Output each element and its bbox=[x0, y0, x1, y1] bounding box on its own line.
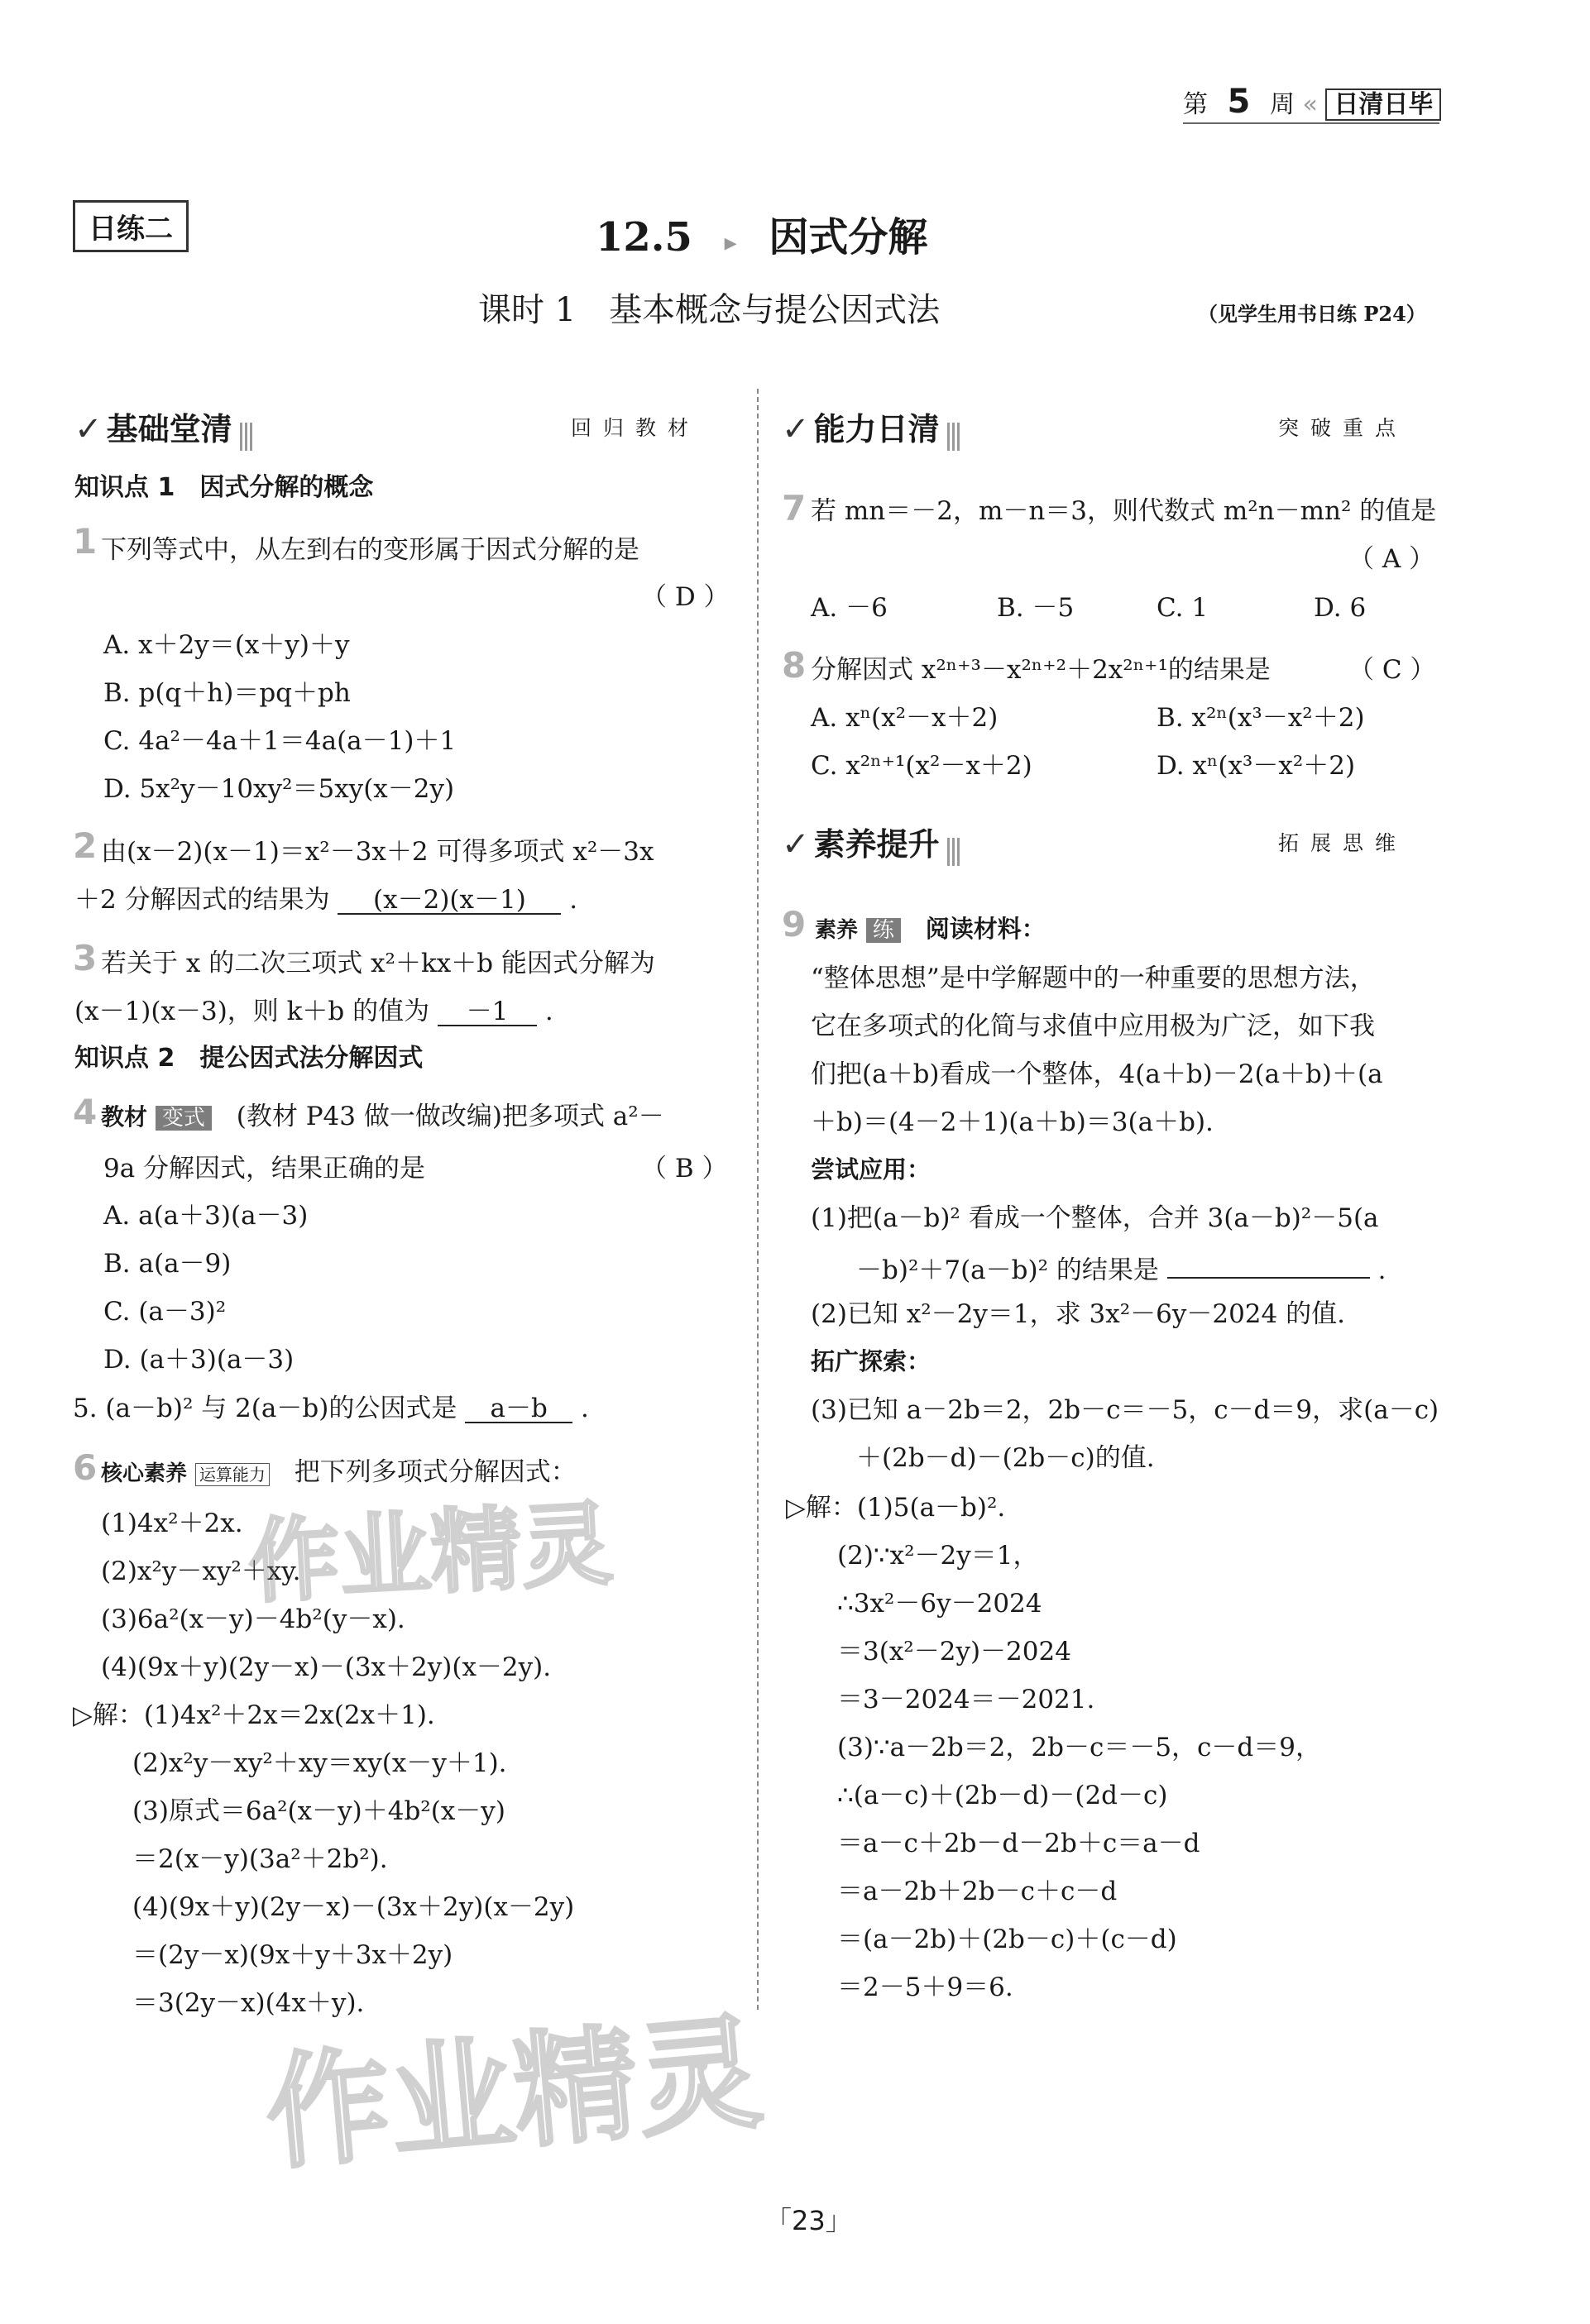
question-number-8: 8 bbox=[782, 645, 807, 686]
q7-option-c: C. 1 bbox=[1157, 593, 1209, 623]
section-name: 因式分解 bbox=[769, 214, 928, 261]
q7-option-b: B. －5 bbox=[997, 593, 1075, 623]
q8-stem: 分解因式 x²ⁿ⁺³－x²ⁿ⁺²＋2x²ⁿ⁺¹的结果是 bbox=[811, 655, 1271, 685]
section-header-basic bbox=[74, 404, 255, 451]
q3-answer-blank: －1 bbox=[438, 999, 537, 1026]
q1-option-d: D. 5x²y－10xy²＝5xy(x－2y) bbox=[103, 774, 455, 804]
q9-solution-6: (3)∵a－2b＝2，2b－c＝－5，c－d＝9， bbox=[837, 1733, 1321, 1762]
practice-badge bbox=[73, 200, 189, 252]
chevrons-icon: « bbox=[1302, 90, 1318, 119]
q9-tag-practice: 练 bbox=[866, 918, 901, 943]
q9-material-2: 它在多项式的化简与求值中应用极为广泛，如下我 bbox=[811, 1011, 1375, 1041]
q9-solution-5: ＝3－2024＝－2021. bbox=[837, 1685, 1095, 1714]
q8-option-c: C. x²ⁿ⁺¹(x²－x＋2) bbox=[811, 751, 1032, 781]
question-number-3: 3 bbox=[73, 938, 98, 978]
watermark: 作业精灵 bbox=[246, 1490, 615, 1616]
q4-line1 bbox=[101, 1104, 664, 1131]
q9-solution-2: (2)∵x²－2y＝1， bbox=[837, 1541, 1039, 1571]
page-number bbox=[765, 2200, 852, 2238]
header-label: 日清日毕 bbox=[1325, 88, 1441, 121]
q3-line2 bbox=[74, 999, 553, 1026]
q8-answer: （ C ） bbox=[1348, 655, 1436, 685]
question-number-4: 4 bbox=[73, 1092, 98, 1132]
play-icon: ▸ bbox=[724, 228, 737, 257]
practice-badge-label: 日练二 bbox=[89, 213, 173, 246]
q9-head: 阅读材料： bbox=[925, 915, 1046, 943]
q9-try1-line2-pre: －b)²＋7(a－b)² 的结果是 bbox=[856, 1255, 1159, 1285]
q9-try1-blank bbox=[1167, 1254, 1370, 1279]
q2-line1: 由(x－2)(x－1)＝x²－3x＋2 可得多项式 x²－3x bbox=[101, 837, 654, 867]
bracket-right-icon: 」 bbox=[825, 2205, 852, 2236]
question-number-2: 2 bbox=[73, 825, 98, 866]
q6-stem: 把下列多项式分解因式： bbox=[294, 1457, 577, 1487]
page-number-value: 23 bbox=[792, 2205, 826, 2236]
header-rule bbox=[1183, 122, 1439, 124]
q9-header bbox=[815, 916, 1046, 943]
q6-part-2: (2)x²y－xy²＋xy. bbox=[101, 1557, 301, 1586]
stripe-decoration bbox=[947, 838, 962, 866]
q9-solution-10: ＝(a－2b)＋(2b－c)＋(c－d) bbox=[837, 1925, 1177, 1954]
q1-stem: 下列等式中，从左到右的变形属于因式分解的是 bbox=[101, 535, 639, 565]
q9-try1-line1: (1)把(a－b)² 看成一个整体，合并 3(a－b)²－5(a bbox=[811, 1203, 1379, 1233]
section-title-literacy: 素养提升 bbox=[813, 826, 940, 863]
q9-solution-4: ＝3(x²－2y)－2024 bbox=[837, 1637, 1071, 1666]
q7-stem: 若 mn＝－2，m－n＝3，则代数式 m²n－mn² 的值是 bbox=[811, 496, 1437, 526]
q5-answer-blank: a－b bbox=[465, 1396, 572, 1423]
q4-option-a: A. a(a＋3)(a－3) bbox=[103, 1201, 309, 1231]
section-header-literacy bbox=[782, 819, 962, 866]
q4-option-b: B. a(a－9) bbox=[103, 1249, 232, 1279]
q2-line2-pre: ＋2 分解因式的结果为 bbox=[74, 885, 330, 915]
section-right-basic: 回归教材 bbox=[571, 416, 701, 440]
page-title bbox=[596, 205, 927, 262]
q1-option-c: C. 4a²－4a＋1＝4a(a－1)＋1 bbox=[103, 726, 457, 756]
section-header-ability bbox=[782, 404, 962, 451]
q4-tag-variant: 变式 bbox=[156, 1106, 212, 1131]
q9-solution-7: ∴(a－c)＋(2b－d)－(2d－c) bbox=[837, 1781, 1168, 1810]
q6-tag-core: 核心素养 bbox=[101, 1461, 188, 1486]
bracket-left-icon: 「 bbox=[765, 2205, 793, 2236]
q9-try1-line2 bbox=[856, 1254, 1386, 1284]
q6-solution-7: ＝3(2y－x)(4x＋y). bbox=[132, 1988, 365, 2018]
check-pen-icon: ✓ bbox=[74, 410, 103, 448]
q5-post: . bbox=[581, 1394, 589, 1423]
q6-part-3: (3)6a²(x－y)－4b²(y－x). bbox=[101, 1604, 405, 1634]
q9-solution-1: ▷解：(1)5(a－b)². bbox=[786, 1493, 1006, 1523]
q5-line bbox=[73, 1396, 589, 1423]
section-right-ability: 突破重点 bbox=[1278, 416, 1408, 440]
q9-solution-8: ＝a－c＋2b－d－2b＋c＝a－d bbox=[837, 1829, 1200, 1858]
q7-option-a: A. －6 bbox=[811, 593, 888, 623]
q3-line1: 若关于 x 的二次三项式 x²＋kx＋b 能因式分解为 bbox=[101, 949, 655, 978]
question-number-6: 6 bbox=[73, 1447, 98, 1488]
q4-tag-textbook: 教材 bbox=[101, 1103, 148, 1131]
q4-line2: 9a 分解因式，结果正确的是 bbox=[103, 1154, 426, 1184]
q4-option-d: D. (a＋3)(a－3) bbox=[103, 1345, 295, 1375]
q9-solution-11: ＝2－5＋9＝6. bbox=[837, 1973, 1013, 2002]
knowledge-point-2: 知识点 2 提公因式法分解因式 bbox=[74, 1044, 424, 1073]
week-suffix: 周 bbox=[1269, 90, 1295, 119]
q8-option-b: B. x²ⁿ(x³－x²＋2) bbox=[1157, 703, 1365, 733]
q4-line1-text: (教材 P43 做一做改编)把多项式 a²－ bbox=[236, 1102, 664, 1131]
q6-solution-6: ＝(2y－x)(9x＋y＋3x＋2y) bbox=[132, 1940, 453, 1970]
q8-option-a: A. xⁿ(x²－x＋2) bbox=[811, 703, 999, 733]
question-number-1: 1 bbox=[73, 521, 98, 562]
q4-answer: （ B ） bbox=[641, 1154, 728, 1184]
q9-try-title: 尝试应用： bbox=[811, 1155, 931, 1184]
q2-answer-blank: (x－2)(x－1) bbox=[338, 887, 561, 915]
section-right-literacy: 拓展思维 bbox=[1278, 831, 1408, 855]
check-pen-icon: ✓ bbox=[782, 825, 810, 863]
q7-answer: （ A ） bbox=[1348, 544, 1435, 574]
q9-solution-9: ＝a－2b＋2b－c＋c－d bbox=[837, 1877, 1118, 1906]
q9-ext-line1: (3)已知 a－2b＝2，2b－c＝－5，c－d＝9，求(a－c) bbox=[811, 1395, 1439, 1425]
q1-option-a: A. x＋2y＝(x＋y)＋y bbox=[103, 630, 350, 660]
q6-part-1: (1)4x²＋2x. bbox=[101, 1509, 243, 1538]
q4-option-c: C. (a－3)² bbox=[103, 1297, 227, 1327]
q9-material-1: “整体思想”是中学解题中的一种重要的思想方法， bbox=[811, 964, 1376, 993]
q9-ext-title: 拓广探索： bbox=[811, 1347, 931, 1375]
q3-line2-post: . bbox=[544, 997, 553, 1026]
question-number-7: 7 bbox=[782, 488, 807, 528]
reference-note: （见学生用书日练 P24） bbox=[1198, 302, 1426, 326]
q9-tag-literacy: 素养 bbox=[815, 918, 859, 943]
question-number-9: 9 bbox=[782, 904, 807, 944]
section-title-basic: 基础堂清 bbox=[106, 411, 232, 447]
q9-try2: (2)已知 x²－2y＝1，求 3x²－6y－2024 的值. bbox=[811, 1299, 1345, 1329]
q6-solution-1: ▷解：(1)4x²＋2x＝2x(2x＋1). bbox=[73, 1700, 435, 1730]
q3-line2-pre: (x－1)(x－3)，则 k＋b 的值为 bbox=[74, 997, 430, 1026]
week-header bbox=[1183, 83, 1441, 121]
column-divider bbox=[757, 389, 759, 2010]
q1-option-b: B. p(q＋h)＝pq＋ph bbox=[103, 678, 351, 708]
stripe-decoration bbox=[947, 423, 962, 451]
q9-material-3: 们把(a＋b)看成一个整体，4(a＋b)－2(a＋b)＋(a bbox=[811, 1059, 1383, 1089]
q9-material-4: ＋b)＝(4－2＋1)(a＋b)＝3(a＋b). bbox=[811, 1107, 1214, 1137]
check-pen-icon: ✓ bbox=[782, 410, 810, 448]
q1-answer: （ D ） bbox=[641, 582, 730, 612]
q6-solution-3: (3)原式＝6a²(x－y)＋4b²(x－y) bbox=[132, 1796, 505, 1826]
q9-try1-line2-post: . bbox=[1377, 1255, 1386, 1285]
lesson-title: 课时 1 基本概念与提公因式法 bbox=[478, 291, 941, 329]
q9-ext-line2: ＋(2b－d)－(2b－c)的值. bbox=[856, 1443, 1155, 1473]
section-title-ability: 能力日清 bbox=[813, 411, 940, 447]
q6-tag-ability: 运算能力 bbox=[195, 1463, 270, 1486]
q6-solution-4: ＝2(x－y)(3a²＋2b²). bbox=[132, 1844, 388, 1874]
q6-solution-5: (4)(9x＋y)(2y－x)－(3x＋2y)(x－2y) bbox=[132, 1892, 575, 1922]
q6-solution-2: (2)x²y－xy²＋xy＝xy(x－y＋1). bbox=[132, 1748, 507, 1778]
q5-pre: 5. (a－b)² 与 2(a－b)的公因式是 bbox=[73, 1394, 457, 1423]
q7-option-d: D. 6 bbox=[1314, 593, 1367, 623]
q2-line2-post: . bbox=[569, 885, 578, 915]
section-number: 12.5 bbox=[596, 214, 692, 261]
week-prefix: 第 bbox=[1183, 90, 1208, 119]
q2-line2 bbox=[74, 887, 577, 915]
watermark: 作业精灵 bbox=[260, 2001, 768, 2188]
week-number: 5 bbox=[1227, 83, 1251, 121]
q9-solution-3: ∴3x²－6y－2024 bbox=[837, 1589, 1042, 1619]
stripe-decoration bbox=[240, 423, 255, 451]
q6-part-4: (4)(9x＋y)(2y－x)－(3x＋2y)(x－2y). bbox=[101, 1652, 552, 1682]
q8-option-d: D. xⁿ(x³－x²＋2) bbox=[1157, 751, 1356, 781]
knowledge-point-1: 知识点 1 因式分解的概念 bbox=[74, 473, 374, 502]
